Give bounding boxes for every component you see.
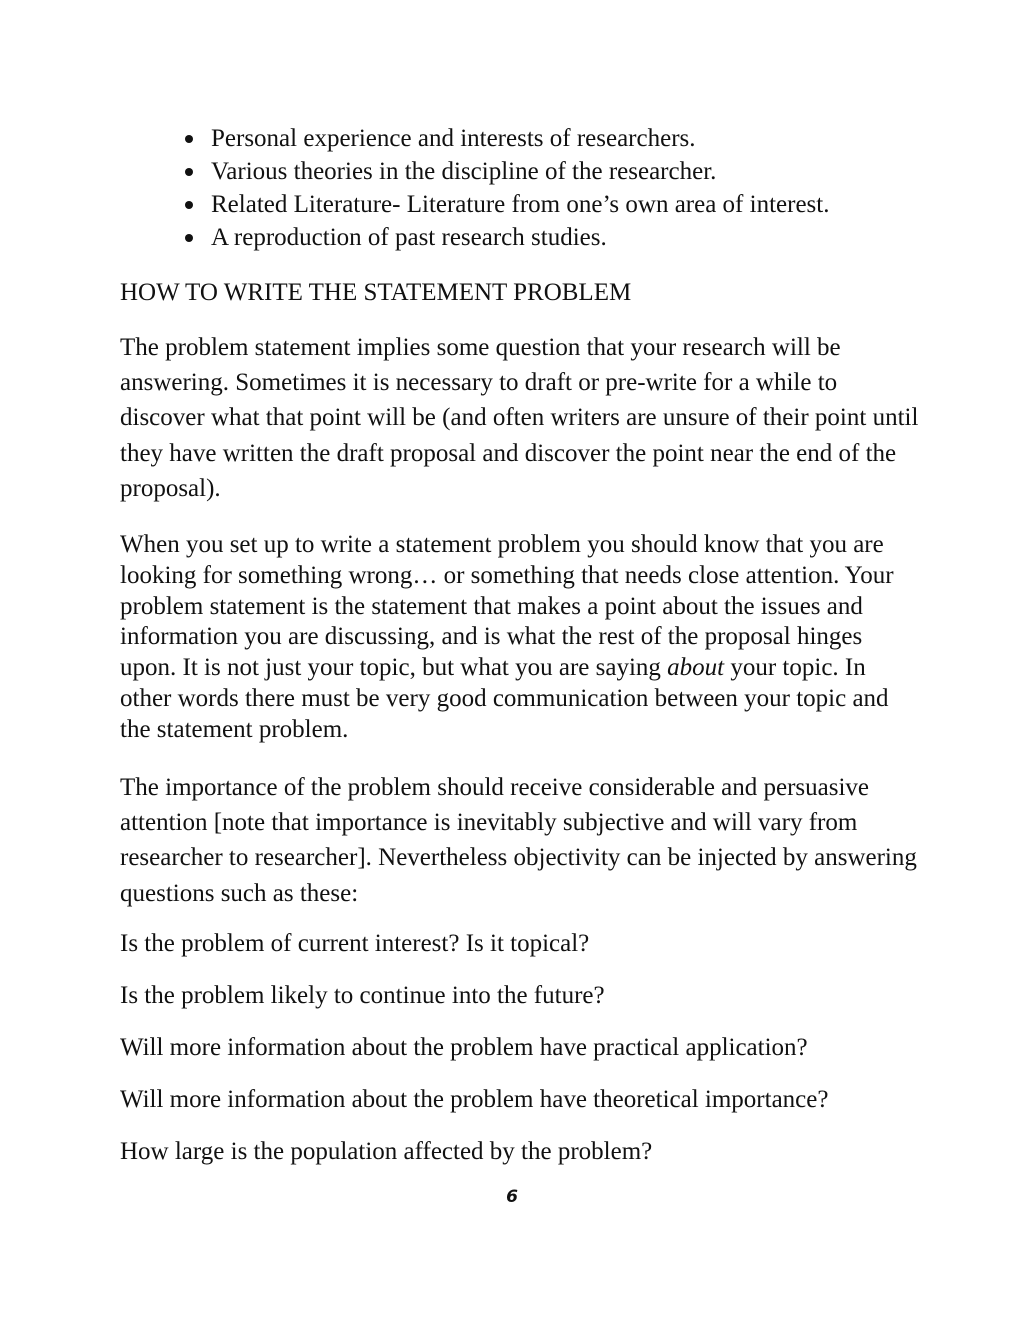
paragraph-problem-statement: The problem statement implies some question that your research will be answering. Sometimes it is necessary to draft or pre-write for a while to discover what that point will be (and often writers are unsure of their point until they have written the draft proposal and discover the point near the end of the proposal).	[120, 334, 919, 502]
question-line: Will more information about the problem have practical application?	[120, 1034, 808, 1061]
list-item-text: Related Literature- Literature from one’s own area of interest.	[211, 191, 830, 218]
paragraph-setting-up	[120, 530, 920, 746]
paragraph-text: When you set up to write a statement problem you should know that you are looking for something wrong… or something that needs close attention. Your problem statement is the statement that makes a point about the issues and information you are discussing, and is what the rest of the proposal hinges upon. It is not just your topic, but what you are saying	[120, 531, 894, 682]
bullet-icon	[185, 201, 193, 209]
list-item	[185, 155, 829, 188]
question-line: Is the problem likely to continue into the future?	[120, 982, 605, 1009]
question-line: Is the problem of current interest? Is it topical?	[120, 930, 590, 957]
question-line: How large is the population affected by the problem?	[120, 1138, 653, 1165]
bullet-icon	[185, 234, 193, 242]
list-item-text: Personal experience and interests of researchers.	[211, 125, 696, 152]
paragraph-text: your topic. In other words there must be very good communication between your topic and the statement problem.	[120, 654, 889, 743]
bullet-icon	[185, 135, 193, 143]
bullet-icon	[185, 168, 193, 176]
page-number: 6	[506, 1187, 518, 1207]
source-list	[185, 122, 829, 254]
list-item-text: A reproduction of past research studies.	[211, 224, 607, 251]
paragraph-importance: The importance of the problem should receive considerable and persuasive attention [note that importance is inevitably subjective and will vary from researcher to researcher]. Nevertheless objectivity can be injected by answering questions such as these:	[120, 774, 917, 907]
emphasis-text: about	[667, 654, 725, 682]
list-item	[185, 221, 829, 254]
list-item	[185, 188, 829, 221]
list-item	[185, 122, 829, 155]
section-heading: HOW TO WRITE THE STATEMENT PROBLEM	[120, 279, 632, 306]
question-line: Will more information about the problem have theoretical importance?	[120, 1086, 829, 1113]
list-item-text: Various theories in the discipline of the researcher.	[211, 158, 717, 185]
